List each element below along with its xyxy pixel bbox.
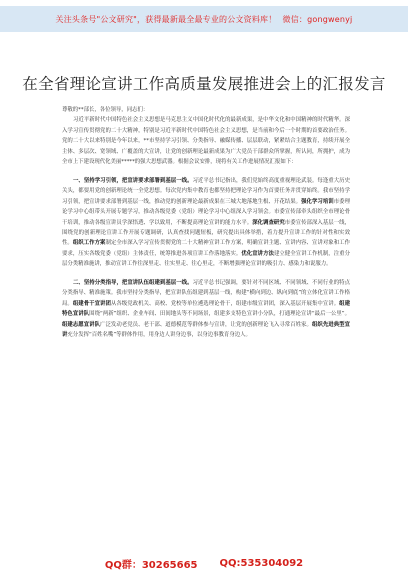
- promo-banner-wechat: 微信：gongwenyj: [282, 14, 353, 24]
- section-1-paragraph: [62, 176, 350, 270]
- section-2-body: 习近平总书记强调，要针对不同区域、不同领域、不同行业的特点分类指导、精准施策。我市坚持分类指导，把宣讲队伍组建到基层一线，构建“横向到边、纵向到底”的立体化宣讲工作格局。: [62, 279, 350, 307]
- section-1-point-3-text: 制定全市深入学习宣传贯彻党的二十大精神宣讲工作方案，明确宣讲主题、宣讲内容、宣讲对象和工作要求，压实各级党委（党组）主体责任，统筹推进各项宣讲工作落地落实。: [62, 240, 350, 257]
- document-body: [62, 105, 350, 341]
- section-1-heading: 一、坚持学习引领，把宣讲要求部署到基层一线。: [73, 177, 193, 184]
- intro-paragraph: 习近平新时代中国特色社会主义思想是马克思主义中国化时代化的最新成果，是中华文化和中国精神的时代精华。深入学习宣传贯彻党的二十大精神，特别是习近平新时代中国特色社会主义思想，是当前和今后一个时期的首要政治任务。党的二十大以来特别是今年以来，**市坚持学习引领、分类指导、融媒传播、层层联动，紧紧结合主题教育，持续开展全主体、多层次、宽领域、广覆盖的大宣讲，让党的创新理论最新成果为广大党员干部群众所掌握，所认同，所拥护，成为全市上下建设现代化美丽*****的强大思想武器。根据会议安排，现将有关工作进展情况汇报如下：: [62, 117, 350, 166]
- section-2-paragraph: [62, 278, 350, 341]
- section-2-point-1-text: 从各级党政机关、高校、党校等单位遴选理论骨干，组建市级宣讲团，深入基层开展集中宣讲。: [110, 300, 340, 307]
- section-2-point-2-text: 围绕“两新”组织、企业车间、田间地头等不同场景，组建多支特色宣讲小分队，打通理论宣讲“最后一公里”。: [89, 311, 350, 318]
- section-2-heading: 二、坚持分类指导，把宣讲队伍组建到基层一线。: [73, 279, 193, 286]
- section-2-point-1-lead: 组建骨干宣讲团: [72, 300, 111, 307]
- document-title: 在全省理论宣讲工作高质量发展推进会上的汇报发言: [22, 75, 386, 93]
- promo-banner-text: 关注头条号"公文研究"，获得最新最全最专业的公文资料库！: [55, 14, 277, 24]
- section-1-point-2-lead: 深化调查研究: [252, 219, 285, 226]
- qq-number: QQ:535304092: [219, 557, 304, 569]
- section-2-point-4-lead: 组织先进典型宣讲: [62, 321, 350, 339]
- section-1-point-1-text: 市委理论学习中心组带头开展专题学习，推动各级党委（党组）理论学习中心组深入学习领会。市委宣传部牵头组织全市理论骨干培训，推动各级宣讲员学深悟透、学以致用，不断提高理论宣讲的能力水平。: [62, 198, 350, 226]
- contact-footer: [0, 552, 408, 574]
- section-2-point-2-lead: 组建特色宣讲队: [62, 300, 350, 318]
- section-1-point-1-lead: 强化学习培训: [301, 198, 334, 205]
- salutation: 尊敬的**部长，各位领导，同志们：: [62, 107, 149, 113]
- section-1-point-3-lead: 组织工作方案: [72, 240, 106, 247]
- section-2-point-3-lead: 组建志愿宣讲队: [62, 321, 101, 328]
- section-2-point-3-text: 广泛发动老党员、老干部、道德模范等群体参与宣讲，让党的创新理论飞入寻常百姓家。: [100, 321, 312, 328]
- section-1-point-4-lead: 优化宣讲方法: [241, 250, 274, 257]
- promo-banner: [0, 6, 408, 32]
- qq-group-number: QQ群：30265665: [104, 559, 198, 571]
- section-1-point-2-text: 市委宣传部深入基层一线，围绕党的创新理论宣讲工作开展专题调研，认真查找问题短板，研究提出具体举措，着力提升宣讲工作的针对性和实效性。: [62, 219, 350, 247]
- section-1-point-4-text: 建立健全宣讲工作机制，注重分层分类精准施讲，推动宣讲工作往深里走、往实里走、往心里走，不断增强理论宣讲的吸引力、感染力和说服力。: [62, 250, 350, 268]
- section-2-point-4-text: 充分发挥“百姓名嘴”等群体作用，用身边人讲身边事，以身边事教育身边人。: [67, 332, 251, 339]
- section-1-body: 习近平总书记指出，我们党始终高度重视理论武装。每逢重大历史关头，都要用党的创新理论统一全党思想。每次党内集中教育也都坚持把理论学习作为首要任务并贯穿始终。我市坚持学习引领，把宣讲要求部署到基层一线，推动党的创新理论最新成果在三城大地落地生根、开花结果。: [62, 177, 350, 205]
